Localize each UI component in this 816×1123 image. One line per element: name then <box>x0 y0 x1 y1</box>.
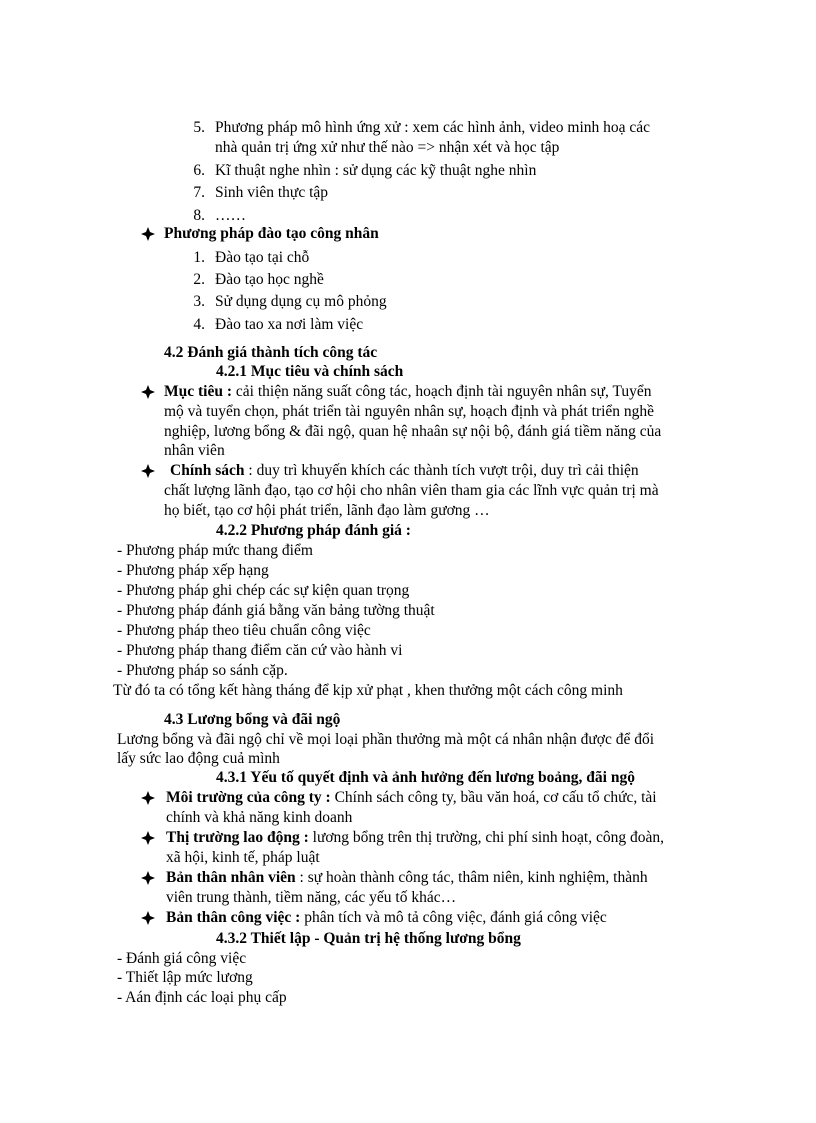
list-item-text: Sử dụng dụng cụ mô phỏng <box>215 293 387 310</box>
paragraph-line <box>166 788 657 808</box>
paragraph-line: chính và khả năng kinh doanh <box>166 809 353 826</box>
subsection-heading: 4.3.2 Thiết lập - Quản trị hệ thống lương bổng <box>216 930 521 947</box>
paragraph-line: chất lượng lãnh đạo, tạo cơ hội cho nhân viên tham gia các lĩnh vực quản trị mà <box>164 482 659 499</box>
term-label: Chính sách <box>170 462 245 479</box>
list-item-text: Đào tao xa nơi làm việc <box>215 316 364 333</box>
paragraph-line: viên trung thành, tiềm năng, các yếu tố khác… <box>166 889 457 906</box>
term-label: Mục tiêu : <box>164 383 233 400</box>
list-item-text: Đào tạo học nghề <box>215 271 324 288</box>
list-item-text: …… <box>215 207 246 224</box>
dash-list-item: - Thiết lập mức lương <box>117 969 253 986</box>
paragraph-line <box>166 868 648 888</box>
dash-list-item: - Phương pháp ghi chép các sự kiện quan trọng <box>117 582 410 599</box>
section-heading: 4.2 Đánh giá thành tích công tác <box>164 344 378 361</box>
dash-list-item: - Phương pháp đánh giá bằng văn bảng tường thuật <box>117 602 435 619</box>
paragraph-line: lấy sức lao động cuả mình <box>117 750 280 767</box>
list-number: 3. <box>193 293 205 310</box>
term-text: phân tích và mô tả công việc, đánh giá công việc <box>300 909 607 926</box>
list-number: 1. <box>193 249 205 266</box>
dash-list-item: - Phương pháp thang điểm căn cứ vào hành vi <box>117 642 403 659</box>
paragraph-line <box>164 382 652 402</box>
paragraph-line: xã hội, kinh tế, pháp luật <box>166 849 320 866</box>
paragraph-line: mộ và tuyển chọn, phát triển tài nguyên nhân sự, hoạch định và phát triển nghề <box>164 403 655 420</box>
list-number: 2. <box>193 271 205 288</box>
dash-list-item: - Aán định các loại phụ cấp <box>117 989 287 1006</box>
section-heading: Phương pháp đào tạo công nhân <box>164 225 379 242</box>
paragraph-line <box>166 908 607 928</box>
paragraph-line: nhân viên <box>164 442 225 459</box>
paragraph-line <box>170 461 639 481</box>
dash-list-item: - Phương pháp so sánh cặp. <box>117 662 288 679</box>
diamond-bullet-icon <box>141 464 155 478</box>
dash-list-item: - Phương pháp mức thang điểm <box>117 542 313 559</box>
dash-list-item: - Phương pháp theo tiêu chuẩn công việc <box>117 622 371 639</box>
list-item-text: Phương pháp mô hình ứng xử : xem các hình ảnh, video minh hoạ các <box>215 119 651 136</box>
list-number: 5. <box>193 119 205 136</box>
section-heading: 4.3 Lương bổng và đãi ngộ <box>164 711 341 728</box>
term-text: : duy trì khuyến khích các thành tích vượt trội, duy trì cải thiện <box>244 462 639 479</box>
diamond-bullet-icon <box>141 227 155 241</box>
term-text: Chính sách công ty, bầu văn hoá, cơ cấu tổ chức, tài <box>330 789 657 806</box>
subsection-heading: 4.2.2 Phương pháp đánh giá : <box>216 522 411 539</box>
subsection-heading: 4.2.1 Mục tiêu và chính sách <box>216 363 404 380</box>
paragraph-line: họ biết, tạo cơ hội phát triển, lãnh đạo làm gương … <box>164 502 490 519</box>
list-item-text: Kĩ thuật nghe nhìn : sử dụng các kỹ thuật nghe nhìn <box>215 162 537 179</box>
term-text: lương bổng trên thị trường, chi phí sinh hoạt, công đoàn, <box>308 829 664 846</box>
diamond-bullet-icon <box>141 791 155 805</box>
paragraph-line: nghiệp, lương bổng & đãi ngộ, quan hệ nhaân sự nội bộ, đánh giá tiềm năng của <box>164 423 662 440</box>
list-number: 7. <box>193 184 205 201</box>
paragraph-line: Lương bổng và đãi ngộ chỉ về mọi loại phần thưởng mà một cá nhân nhận được để đổi <box>117 731 655 748</box>
term-text: : sự hoàn thành công tác, thâm niên, kinh nghiệm, thành <box>295 869 648 886</box>
term-label: Bản thân công việc : <box>166 909 301 926</box>
dash-list-item: - Đánh giá công việc <box>117 950 247 967</box>
diamond-bullet-icon <box>141 385 155 399</box>
list-item-continuation: nhà quản trị ứng xử như thế nào => nhận xét và học tập <box>215 139 560 156</box>
term-label: Bản thân nhân viên <box>166 869 296 886</box>
list-number: 8. <box>193 207 205 224</box>
diamond-bullet-icon <box>141 871 155 885</box>
term-text: cải thiện năng suất công tác, hoạch định tài nguyên nhân sự, Tuyển <box>232 383 652 400</box>
list-number: 4. <box>193 316 205 333</box>
dash-list-item: - Phương pháp xếp hạng <box>117 562 269 579</box>
paragraph-line <box>166 828 664 848</box>
term-label: Môi trường của công ty : <box>166 789 331 806</box>
list-number: 6. <box>193 162 205 179</box>
list-item-text: Sinh viên thực tập <box>215 184 329 201</box>
diamond-bullet-icon <box>141 831 155 845</box>
diamond-bullet-icon <box>141 911 155 925</box>
list-item-text: Đào tạo tại chỗ <box>215 249 310 266</box>
term-label: Thị trường lao động : <box>166 829 309 846</box>
paragraph-line: Từ đó ta có tổng kết hàng tháng để kịp xử phạt , khen thưởng một cách công minh <box>113 682 623 699</box>
subsection-heading: 4.3.1 Yếu tố quyết định và ảnh hưởng đến lương boảng, đãi ngộ <box>216 769 635 786</box>
